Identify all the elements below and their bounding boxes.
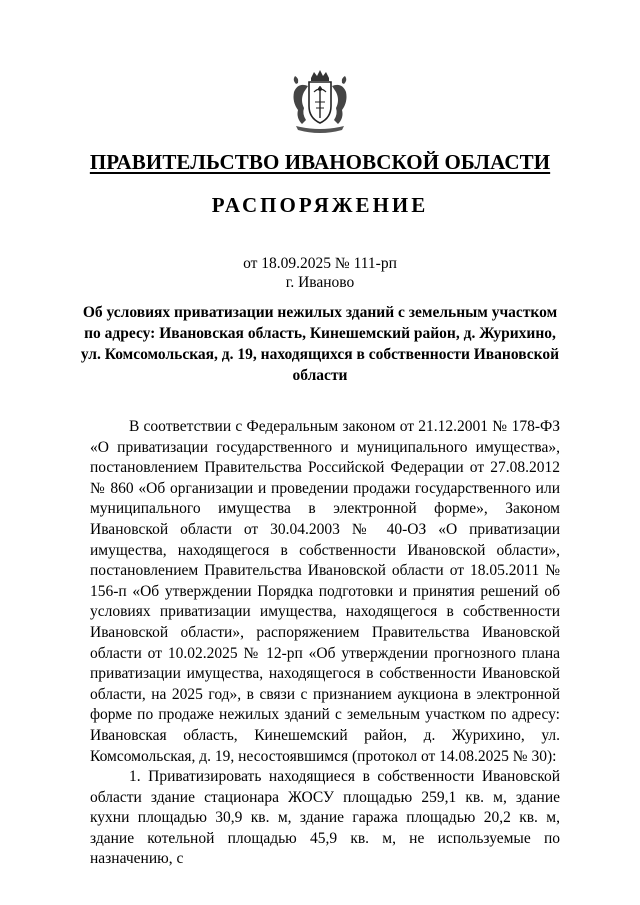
- document-type-title: РАСПОРЯЖЕНИЕ: [211, 193, 429, 217]
- preamble-paragraph: В соответствии с Федеральным законом от 21.12.2001 № 178-ФЗ «О приватизации государственного и муниципального имущества», постановлением Правительства Российской Федерации от 27.08.2012 № 860 «Об организации и проведении продажи государственного или муниципального имущества в электронной форме», Законом Ивановской области от 30.04.2003 № 40-ОЗ «О приватизации имущества, находящегося в собственности Ивановской области», постановлением Правительства Ивановской области от 18.05.2011 № 156-п «Об утверждении Порядка подготовки и принятия решений об условиях приватизации имущества, находящегося в собственности Ивановской области», распоряжением Правительства Ивановской области от 10.02.2025 № 12-рп «Об утверждении прогнозного плана приватизации имущества, находящегося в собственности Ивановской области, на 2025 год», в связи с признанием аукциона в электронной форме по продаже нежилых зданий с земельным участком по адресу: Ивановская область, Кинешемский район, д. Журихино, ул. Комсомольская, д. 19, несостоявшимся (протокол от 14.08.2025 № 30):: [90, 418, 560, 765]
- document-subject: Об условиях приватизации нежилых зданий с земельным участком по адресу: Ивановская область, Кинешемский район, д. Журихино, ул. Комсомольская, д. 19, находящихся в собственности Ивановской области: [80, 304, 560, 384]
- document-body: [90, 417, 560, 870]
- coat-of-arms-icon: [284, 68, 356, 134]
- government-title: ПРАВИТЕЛЬСТВО ИВАНОВСКОЙ ОБЛАСТИ: [89, 150, 551, 174]
- document-date-number: от 18.09.2025 № 111-рп: [243, 255, 397, 272]
- document-city: г. Иваново: [285, 274, 355, 291]
- item-1-paragraph: 1. Приватизировать находящиеся в собственности Ивановской области здание стационара ЖОСУ площадью 259,1 кв. м, здание кухни площадью 30,9 кв. м, здание гаража площадью 20,2 кв. м, здание котельной площадью 45,9 кв. м, не используемые по назначению, с: [90, 768, 560, 868]
